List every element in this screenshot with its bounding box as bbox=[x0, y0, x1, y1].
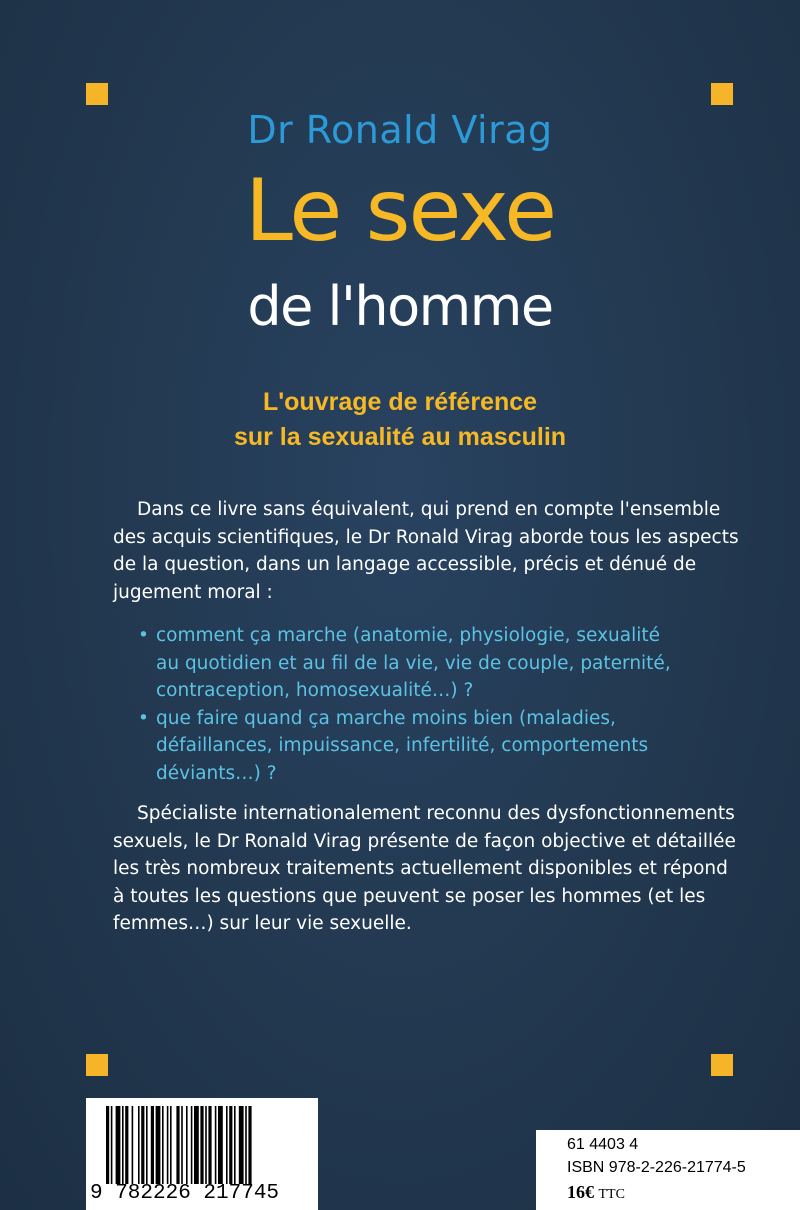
intro-line: des acquis scientifiques, le Dr Ronald Virag aborde tous les aspects bbox=[113, 526, 739, 548]
bullet-dot-icon: • bbox=[138, 707, 149, 729]
bullet-item bbox=[138, 705, 738, 788]
corner-square-top-right bbox=[711, 83, 733, 105]
barcode-bar bbox=[245, 1106, 247, 1184]
price-label bbox=[536, 1130, 800, 1210]
barcode-bar bbox=[176, 1106, 179, 1184]
closing-line: femmes…) sur leur vie sexuelle. bbox=[113, 913, 412, 934]
barcode-bar bbox=[167, 1106, 169, 1184]
barcode-bar bbox=[132, 1106, 134, 1184]
barcode-bar bbox=[156, 1106, 161, 1184]
closing-paragraph bbox=[113, 800, 736, 938]
barcode-bar bbox=[205, 1106, 207, 1184]
barcode-bar bbox=[239, 1106, 244, 1184]
barcode-bar bbox=[226, 1106, 228, 1184]
closing-line: sexuels, le Dr Ronald Virag présente de façon objective et détaillée bbox=[113, 830, 736, 852]
bullet-line: déviants…) ? bbox=[156, 762, 277, 784]
barcode-bar bbox=[111, 1106, 113, 1184]
barcode-bar bbox=[194, 1106, 199, 1184]
isbn: ISBN 978-2-226-21774-5 bbox=[567, 1159, 746, 1176]
intro-paragraph bbox=[113, 496, 739, 606]
price-value: 16€ bbox=[567, 1182, 594, 1202]
bullet-line: que faire quand ça marche moins bien (maladies, bbox=[156, 707, 616, 729]
price bbox=[567, 1182, 625, 1203]
barcode-bar bbox=[218, 1106, 223, 1184]
bullet-dot-icon: • bbox=[138, 625, 149, 646]
barcode-bar bbox=[125, 1106, 128, 1184]
barcode-bar bbox=[170, 1106, 172, 1184]
barcode-bar bbox=[200, 1106, 203, 1184]
barcode-bar bbox=[141, 1106, 144, 1184]
barcode-bar bbox=[122, 1106, 124, 1184]
bullet-line: comment ça marche (anatomie, physiologie, sexualité bbox=[156, 625, 660, 646]
barcode-bar bbox=[208, 1106, 211, 1184]
barcode-bar bbox=[162, 1106, 164, 1184]
barcode-bars bbox=[106, 1106, 306, 1184]
bullet-line: contraception, homosexualité…) ? bbox=[156, 680, 474, 701]
book-title-continued: de l'homme bbox=[247, 275, 553, 338]
barcode-bar bbox=[138, 1106, 140, 1184]
barcode-bar bbox=[229, 1106, 232, 1184]
barcode-bar bbox=[186, 1106, 188, 1184]
barcode bbox=[86, 1098, 318, 1210]
bullet-list bbox=[138, 622, 738, 787]
intro-line: Dans ce livre sans équivalent, qui prend en compte l'ensemble bbox=[137, 499, 721, 520]
barcode-bar bbox=[234, 1106, 236, 1184]
barcode-bar bbox=[248, 1106, 251, 1184]
author-name: Dr Ronald Virag bbox=[247, 108, 553, 152]
barcode-bar bbox=[116, 1106, 121, 1184]
barcode-bar bbox=[146, 1106, 148, 1184]
barcode-bar bbox=[106, 1106, 109, 1184]
intro-line: jugement moral : bbox=[113, 581, 273, 603]
tagline-line: sur la sexualité au masculin bbox=[233, 423, 567, 451]
closing-line: Spécialiste internationalement reconnu des dysfonctionnements bbox=[137, 803, 735, 824]
tagline-line: L'ouvrage de référence bbox=[262, 388, 538, 416]
corner-square-bottom-right bbox=[711, 1054, 733, 1076]
closing-line: les très nombreux traitements actuellement disponibles et répond bbox=[113, 858, 728, 879]
barcode-bar bbox=[191, 1106, 193, 1184]
closing-line: à toutes les questions que peuvent se poser les hommes (et les bbox=[113, 885, 706, 907]
bullet-item bbox=[138, 622, 738, 705]
barcode-digits: 9 782226 217745 bbox=[90, 1182, 280, 1205]
product-code: 61 4403 4 bbox=[567, 1136, 639, 1153]
book-title: Le sexe bbox=[244, 161, 555, 261]
bullet-line: au quotidien et au fil de la vie, vie de couple, paternité, bbox=[156, 652, 671, 674]
barcode-bar bbox=[215, 1106, 217, 1184]
intro-line: de la question, dans un langage accessible, précis et dénué de bbox=[113, 554, 697, 575]
corner-square-bottom-left bbox=[86, 1054, 108, 1076]
tagline bbox=[0, 385, 800, 455]
bullet-line: défaillances, impuissance, infertilité, comportements bbox=[156, 735, 649, 756]
barcode-bar bbox=[151, 1106, 154, 1184]
barcode-bar bbox=[181, 1106, 183, 1184]
price-suffix: TTC bbox=[598, 1187, 625, 1202]
corner-square-top-left bbox=[86, 83, 108, 105]
